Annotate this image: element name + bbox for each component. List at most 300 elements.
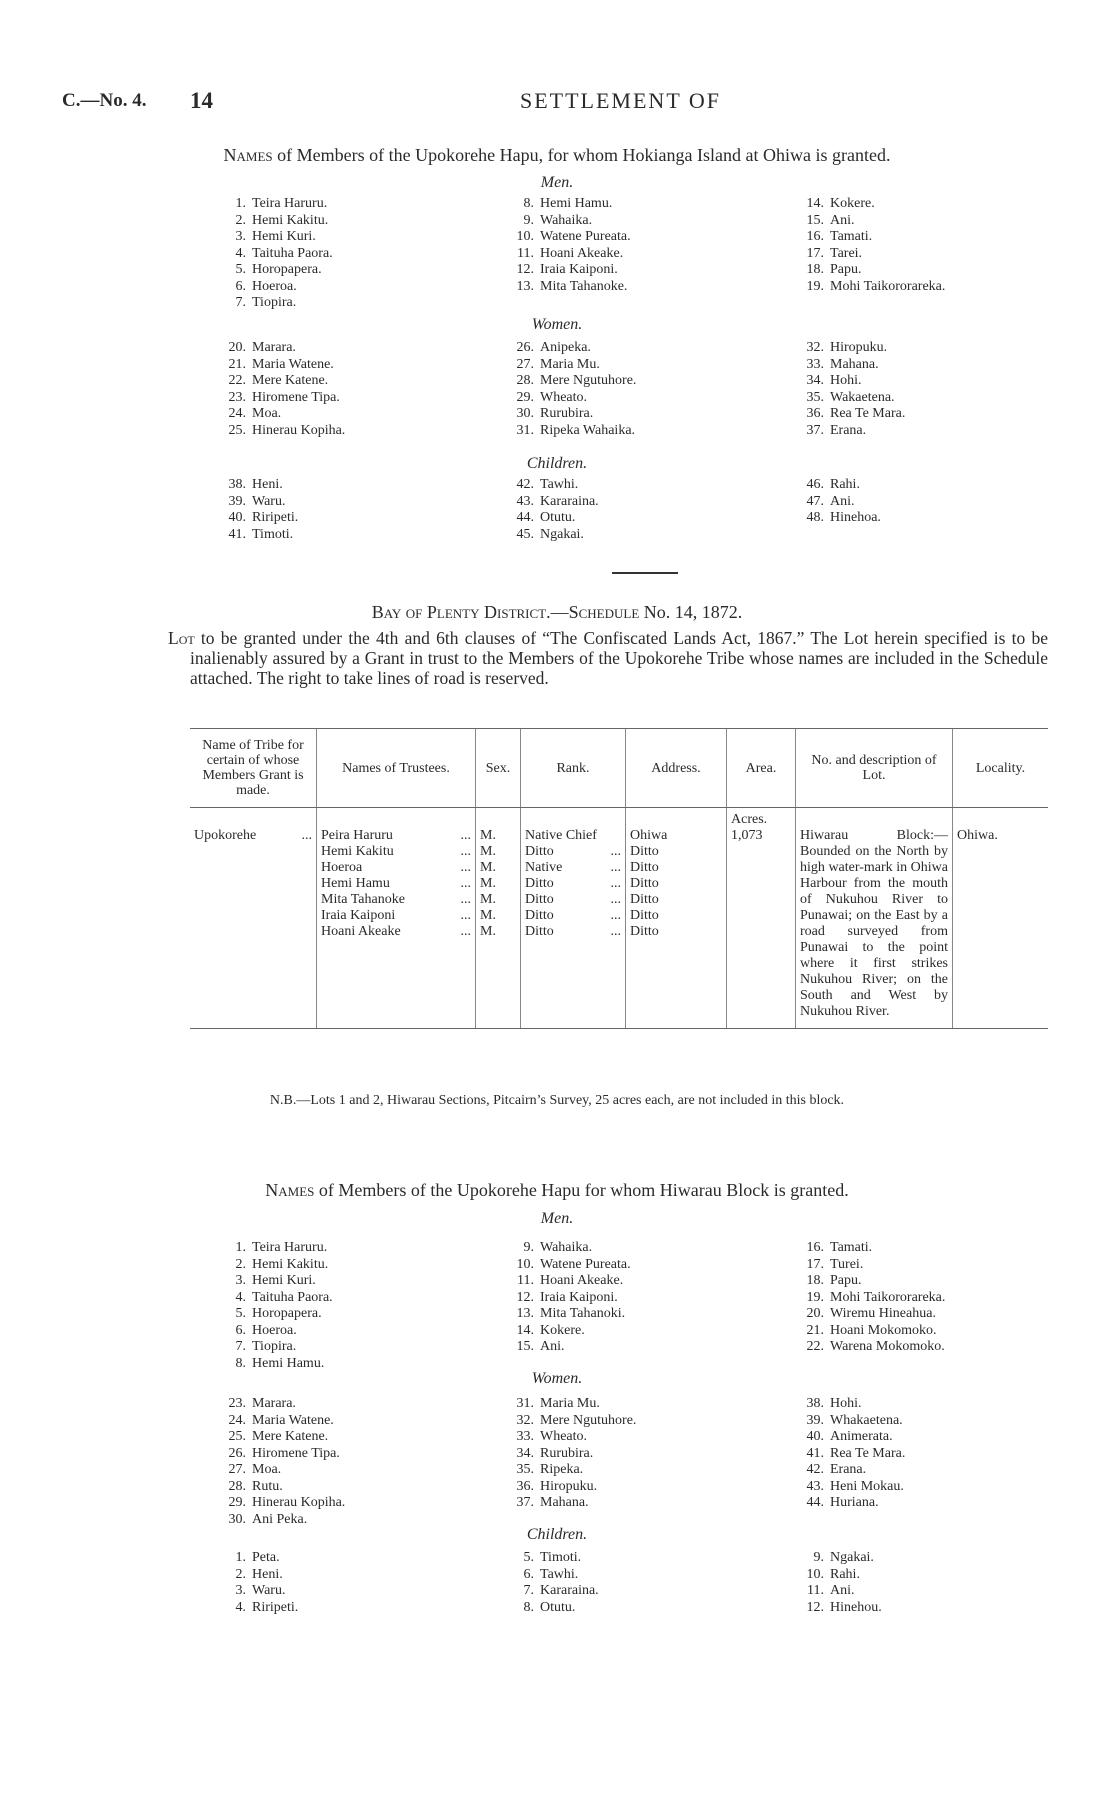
list-item: [798, 1429, 905, 1446]
table-cell-text: Ditto: [525, 924, 554, 939]
list-item-name: Turei.: [830, 1256, 864, 1272]
list-item: [508, 1257, 631, 1274]
list-item: [798, 1446, 905, 1463]
list-item-number: 15.: [806, 212, 824, 228]
table-cell-line: [480, 876, 516, 892]
leader-dots: ...: [610, 860, 621, 875]
list-item-name: Mere Ngutuhore.: [540, 1412, 637, 1428]
list-item-name: Hinehou.: [830, 1599, 882, 1615]
list-item-number: 27.: [228, 1462, 246, 1477]
list-item-number: 12.: [516, 262, 534, 277]
list-item: [508, 1413, 636, 1430]
list-item-number: 10.: [516, 1256, 534, 1272]
table-cell-line: [525, 828, 621, 844]
list-item: [798, 246, 945, 263]
list-item-number: 11.: [807, 1583, 824, 1598]
table-cell-text: M.: [480, 924, 496, 939]
list-item: [508, 1339, 631, 1356]
list-item-name: Mohi Taikororareka.: [830, 1289, 946, 1305]
list-item-name: Hemi Kuri.: [252, 1273, 316, 1288]
list-item-number: 19.: [806, 278, 824, 294]
list-item-number: 25.: [228, 1429, 246, 1444]
list-item: [798, 1339, 945, 1356]
list-item-number: 3.: [235, 1273, 246, 1288]
table-cell-text: M.: [480, 908, 496, 923]
list-item-number: 14.: [806, 196, 824, 211]
list-item-number: 28.: [516, 373, 534, 388]
list-item-number: 41.: [228, 526, 246, 542]
list-item-name: Wheato.: [540, 389, 588, 405]
header-sex: Sex.: [476, 729, 521, 808]
table-cell-line: [321, 844, 471, 860]
list-item-name: Hoeroa.: [252, 278, 297, 294]
list-item-number: 15.: [516, 1339, 534, 1354]
list-item-number: 7.: [523, 1583, 534, 1598]
table-cell-line: [525, 908, 621, 924]
list1-children-col1: [220, 477, 298, 543]
list-item-number: 46.: [806, 477, 824, 492]
list-item-name: Hemi Kuri.: [252, 229, 316, 244]
list-item-number: 21.: [806, 1322, 824, 1338]
list-item-name: Rurubira.: [540, 1445, 594, 1461]
list-item-number: 36.: [806, 406, 824, 421]
list-item-number: 22.: [228, 373, 246, 388]
list-item-name: Otutu.: [540, 510, 576, 525]
list-item-name: Ripeka Wahaika.: [540, 422, 636, 438]
list-item-name: Heni Mokau.: [830, 1478, 904, 1494]
list-item-name: Tiopira.: [252, 295, 297, 310]
list-item-name: Watene Pureata.: [540, 229, 631, 244]
lot-description: Hiwarau Block:—Bounded on the North by high water-mark in Ohiwa Harbour from the mouth of Nukuhou River to Punawai; on the East by a road surveyed from Punawai to the point where it first strikes Nukuhou River; on the South and West by Nukuhou River.: [796, 808, 953, 1029]
list-item-name: Hemi Kakitu.: [252, 212, 329, 228]
list-item: [220, 423, 345, 440]
list-item-number: 44.: [516, 510, 534, 525]
table-cell-line: [630, 844, 722, 860]
list1-men-col2: [508, 196, 631, 295]
list-item-number: 31.: [516, 422, 534, 438]
list-item: [798, 1583, 882, 1600]
leader-dots: ...: [460, 844, 471, 859]
list2-title-prefix: Names: [265, 1180, 315, 1200]
list-item: [220, 527, 298, 544]
list-item: [798, 423, 905, 440]
list-item: [798, 390, 905, 407]
list-item-name: Tamati.: [830, 229, 873, 244]
list-item-name: Hohi.: [830, 373, 862, 388]
list-item-number: 2.: [235, 1256, 246, 1272]
list-item-name: Maria Watene.: [252, 356, 334, 372]
list-item-number: 1.: [235, 1240, 246, 1255]
table-cell-text: Native: [525, 860, 563, 875]
list-item-number: 32.: [806, 340, 824, 355]
sex-cell: [476, 808, 521, 1029]
list-item-number: 20.: [228, 340, 246, 355]
list-item-number: 21.: [228, 356, 246, 372]
list-item-number: 39.: [228, 493, 246, 509]
list-item-name: Marara.: [252, 340, 296, 355]
list-item-number: 29.: [516, 389, 534, 405]
table-cell-text: M.: [480, 876, 496, 891]
list-item: [798, 1413, 905, 1430]
list-item-name: Marara.: [252, 1396, 296, 1411]
list-item-name: Rutu.: [252, 1478, 283, 1494]
list-item-number: 4.: [235, 245, 246, 261]
leader-dots: ...: [610, 844, 621, 859]
table-cell-line: [321, 860, 471, 876]
schedule-title-a: Bay of Plenty District.—Schedule: [371, 602, 640, 622]
table-cell-line: [321, 892, 471, 908]
list-item-number: 40.: [806, 1429, 824, 1444]
list2-men-col3: [798, 1240, 945, 1356]
leader-dots: ...: [610, 924, 621, 939]
list-item-name: Maria Mu.: [540, 1396, 600, 1411]
list-item-number: 42.: [516, 477, 534, 492]
table-cell-text: Hoeroa: [321, 860, 363, 875]
list-item-number: 6.: [235, 1322, 246, 1338]
list-item: [508, 1429, 636, 1446]
list-item: [220, 477, 298, 494]
list-item-number: 27.: [516, 356, 534, 372]
list-item-number: 7.: [235, 1339, 246, 1354]
list-item-number: 22.: [806, 1339, 824, 1354]
list2-men-label: Men.: [540, 1210, 574, 1227]
schedule-title: [0, 602, 1114, 623]
list-item-name: Ani.: [830, 1583, 855, 1598]
list-item: [220, 262, 333, 279]
list-item: [220, 390, 345, 407]
list-item: [220, 1429, 345, 1446]
list-item-name: Kararaina.: [540, 1583, 599, 1598]
list-item-name: Watene Pureata.: [540, 1256, 631, 1272]
list2-men-col1: [220, 1240, 333, 1372]
list-item-name: Kokere.: [540, 1322, 585, 1338]
list-item-name: Maria Mu.: [540, 356, 600, 372]
schedule-note: N.B.—Lots 1 and 2, Hiwarau Sections, Pitcairn’s Survey, 25 acres each, are not included in this block.: [269, 1093, 845, 1108]
list-item-number: 18.: [806, 262, 824, 277]
list-item-number: 24.: [228, 1412, 246, 1428]
list-item-name: Rea Te Mara.: [830, 406, 906, 421]
list-item: [508, 1583, 599, 1600]
list-item: [508, 279, 631, 296]
schedule-paragraph-rest: to be granted under the 4th and 6th clauses of “The Confiscated Lands Act, 1867.” The Lot herein specified is to be inalienably assured by a Grant in trust to the Members of the Upokorehe Tribe whose names are included in the Schedule attached. The right to take lines of road is reserved.: [190, 628, 1048, 688]
list-item-number: 1.: [235, 1550, 246, 1565]
leader-dots: ...: [460, 892, 471, 907]
list2-title: [0, 1180, 1114, 1201]
document-code: C.—No. 4.: [62, 90, 147, 111]
list-item-number: 18.: [806, 1273, 824, 1288]
list-item: [220, 1290, 333, 1307]
list-item-name: Timoti.: [252, 526, 294, 542]
section-divider: [612, 572, 678, 574]
list1-children-col3: [798, 477, 881, 527]
list-item-name: Heni.: [252, 1566, 283, 1582]
list-item-name: Teira Haruru.: [252, 1240, 328, 1255]
list-item: [220, 1240, 333, 1257]
list1-title-prefix: Names: [223, 145, 273, 165]
list-item: [508, 340, 636, 357]
tribe-cell: [190, 808, 317, 1029]
table-cell-line: [525, 860, 621, 876]
list-item-name: Hoani Akeake.: [540, 245, 624, 261]
list-item: [508, 196, 631, 213]
list-item: [508, 357, 636, 374]
list-item-name: Hoani Mokomoko.: [830, 1322, 937, 1338]
list-item: [220, 1273, 333, 1290]
list-item-name: Hohi.: [830, 1396, 862, 1411]
leader-dots: ...: [460, 860, 471, 875]
list-item: [220, 279, 333, 296]
list-item-number: 11.: [517, 245, 534, 261]
table-cell-text: M.: [480, 844, 496, 859]
list-item-number: 48.: [806, 510, 824, 525]
list-item: [508, 390, 636, 407]
list-item-number: 8.: [523, 1599, 534, 1615]
list-item: [220, 1462, 345, 1479]
list-item: [220, 1550, 298, 1567]
list-item-number: 3.: [235, 1583, 246, 1598]
list-item-name: Taituha Paora.: [252, 1289, 333, 1305]
list-item: [798, 1257, 945, 1274]
list-item: [508, 527, 599, 544]
list-item-name: Erana.: [830, 422, 867, 438]
table-cell-line: [630, 892, 722, 908]
list-item-number: 4.: [235, 1289, 246, 1305]
list-item: [220, 510, 298, 527]
table-cell-line: [525, 876, 621, 892]
list2-women-col2: [508, 1396, 636, 1512]
table-cell-line: [480, 892, 516, 908]
list-item-name: Mere Katene.: [252, 1429, 329, 1444]
list-item-number: 5.: [235, 262, 246, 277]
list-item-name: Hemi Hamu.: [540, 196, 613, 211]
list-item: [798, 262, 945, 279]
list-item: [798, 1273, 945, 1290]
list-item-name: Whakaetena.: [830, 1412, 903, 1428]
list-item-number: 47.: [806, 493, 824, 509]
schedule-title-b: No. 14, 1872.: [639, 602, 743, 622]
list-item-name: Timoti.: [540, 1550, 582, 1565]
table-cell-line: [321, 908, 471, 924]
list-item-name: Moa.: [252, 1462, 282, 1477]
table-cell-line: [630, 908, 722, 924]
list-item: [508, 262, 631, 279]
list-item-number: 2.: [235, 1566, 246, 1582]
leader-dots: ...: [610, 892, 621, 907]
list-item-name: Tarei.: [830, 245, 863, 261]
list-item-name: Waru.: [252, 493, 286, 509]
list-item-number: 42.: [806, 1462, 824, 1477]
list-item: [508, 1550, 599, 1567]
leader-dots: ...: [460, 924, 471, 939]
list-item-number: 16.: [806, 1240, 824, 1255]
leader-dots: ...: [460, 876, 471, 891]
table-cell-line: [480, 908, 516, 924]
list-item: [508, 1323, 631, 1340]
list-item-number: 33.: [806, 356, 824, 372]
list-item: [508, 246, 631, 263]
list-item-name: Rea Te Mara.: [830, 1445, 906, 1461]
list-item-number: 38.: [806, 1396, 824, 1411]
list-item-number: 1.: [235, 196, 246, 211]
area-cell: [727, 808, 796, 1029]
list-item: [220, 196, 333, 213]
table-cell-text: Ditto: [525, 892, 554, 907]
header-address: Address.: [626, 729, 727, 808]
list-item: [220, 1396, 345, 1413]
list-item-name: Riripeti.: [252, 510, 299, 525]
list-item: [798, 1323, 945, 1340]
list-item-number: 10.: [806, 1566, 824, 1582]
list-item-name: Waru.: [252, 1583, 286, 1598]
list-item-number: 44.: [806, 1495, 824, 1510]
list-item: [798, 213, 945, 230]
list-item: [220, 213, 333, 230]
list-item: [220, 1446, 345, 1463]
list1-women-label: Women.: [531, 316, 583, 333]
header-locality: Locality.: [953, 729, 1049, 808]
header-trustees: Names of Trustees.: [317, 729, 476, 808]
list1-title: [0, 145, 1114, 166]
list2-children-col2: [508, 1550, 599, 1616]
list-item-number: 8.: [523, 196, 534, 211]
table-cell-text: Ditto: [525, 844, 554, 859]
list-item-name: Mohi Taikororareka.: [830, 278, 946, 294]
list-item-number: 12.: [806, 1599, 824, 1615]
list-item: [798, 279, 945, 296]
list1-men-col1: [220, 196, 333, 312]
list-item-name: Wahaika.: [540, 1240, 593, 1255]
list-item-name: Hiropuku.: [830, 340, 888, 355]
table-cell-text: Native Chief: [525, 828, 597, 843]
table-cell-text: Ditto: [630, 892, 659, 907]
list-item: [508, 1600, 599, 1617]
list-item-name: Hinerau Kopiha.: [252, 422, 346, 438]
list-item-name: Heni.: [252, 477, 283, 492]
list-item-number: 17.: [806, 245, 824, 261]
header-tribe: Name of Tribe for certain of whose Members Grant is made.: [190, 729, 317, 808]
list-item: [798, 1290, 945, 1307]
list-item-number: 13.: [516, 1306, 534, 1321]
list-item-name: Maria Watene.: [252, 1412, 334, 1428]
table-cell-text: Peira Haruru: [321, 828, 393, 843]
table-cell-text: Hemi Kakitu: [321, 844, 394, 859]
list-item-name: Anipeka.: [540, 340, 591, 355]
list2-women-col1: [220, 1396, 345, 1528]
list-item-number: 36.: [516, 1478, 534, 1494]
list-item-name: Papu.: [830, 262, 862, 277]
list-item-number: 30.: [228, 1511, 246, 1527]
list-item-name: Hinehoa.: [830, 510, 881, 525]
list-item-name: Moa.: [252, 406, 282, 421]
page-title: SETTLEMENT OF: [520, 88, 721, 113]
list-item-name: Wakaetena.: [830, 389, 895, 405]
list-item-number: 26.: [228, 1445, 246, 1461]
list-item-number: 29.: [228, 1495, 246, 1510]
table-cell-line: [630, 924, 722, 940]
table-cell-line: [630, 876, 722, 892]
list-item: [508, 1290, 631, 1307]
list-item-name: Tawhi.: [540, 477, 579, 492]
table-cell-text: Ditto: [630, 844, 659, 859]
list-item: [508, 1240, 631, 1257]
list-item-number: 37.: [516, 1495, 534, 1510]
list-item-name: Tamati.: [830, 1240, 873, 1255]
table-cell-text: Mita Tahanoke: [321, 892, 405, 907]
list-item: [220, 357, 345, 374]
list-item-number: 5.: [235, 1306, 246, 1321]
page-number: 14: [190, 88, 213, 113]
table-cell-text: Hoani Akeake: [321, 924, 401, 939]
list-item-number: 38.: [228, 477, 246, 492]
list-item: [508, 1306, 631, 1323]
list-item-number: 13.: [516, 278, 534, 294]
list-item-number: 7.: [235, 295, 246, 310]
list-item: [220, 246, 333, 263]
table-cell-text: Hemi Hamu: [321, 876, 390, 891]
table-cell-line: [321, 828, 471, 844]
list-item-number: 43.: [806, 1478, 824, 1494]
list-item-name: Mita Tahanoke.: [540, 278, 628, 294]
list-item-name: Hiromene Tipa.: [252, 389, 340, 405]
list-item: [220, 1306, 333, 1323]
list-item-number: 45.: [516, 526, 534, 542]
trustees-cell: [317, 808, 476, 1029]
list-item: [798, 494, 881, 511]
list-item-number: 43.: [516, 493, 534, 509]
list-item-number: 32.: [516, 1412, 534, 1428]
list-item-name: Warena Mokomoko.: [830, 1339, 945, 1354]
list-item-name: Hinerau Kopiha.: [252, 1495, 346, 1510]
list-item: [508, 1479, 636, 1496]
list-item: [508, 229, 631, 246]
list-item-number: 26.: [516, 340, 534, 355]
list2-women-col3: [798, 1396, 905, 1512]
list-item-number: 9.: [813, 1550, 824, 1565]
list-item-number: 6.: [523, 1566, 534, 1582]
list-item-name: Iraia Kaiponi.: [540, 1289, 618, 1305]
table-cell-text: Ditto: [630, 876, 659, 891]
list-item: [798, 1495, 905, 1512]
table-cell-text: Iraia Kaiponi: [321, 908, 396, 923]
list-item-number: 10.: [516, 229, 534, 244]
table-cell-text: Ditto: [630, 924, 659, 939]
list-item-name: Hemi Kakitu.: [252, 1256, 329, 1272]
list-item-number: 23.: [228, 1396, 246, 1411]
list1-men-label: Men.: [540, 174, 574, 191]
list1-children-col2: [508, 477, 599, 543]
list1-women-col2: [508, 340, 636, 439]
list-item: [798, 196, 945, 213]
list-item: [220, 1257, 333, 1274]
list-item-name: Ani.: [540, 1339, 565, 1354]
list-item-name: Riripeti.: [252, 1599, 299, 1615]
schedule-table: [190, 728, 1048, 1029]
list-item: [798, 406, 905, 423]
list-item: [798, 1550, 882, 1567]
list-item-number: 6.: [235, 278, 246, 294]
list-item: [508, 1273, 631, 1290]
list-item: [508, 1446, 636, 1463]
list-item-name: Hiromene Tipa.: [252, 1445, 340, 1461]
list2-men-col2: [508, 1240, 631, 1356]
list-item-number: 34.: [516, 1445, 534, 1461]
list-item-name: Huriana.: [830, 1495, 879, 1510]
list-item: [798, 1567, 882, 1584]
list1-women-col3: [798, 340, 905, 439]
list-item-name: Rahi.: [830, 1566, 860, 1582]
list-item-name: Hiropuku.: [540, 1478, 598, 1494]
list-item: [220, 1600, 298, 1617]
